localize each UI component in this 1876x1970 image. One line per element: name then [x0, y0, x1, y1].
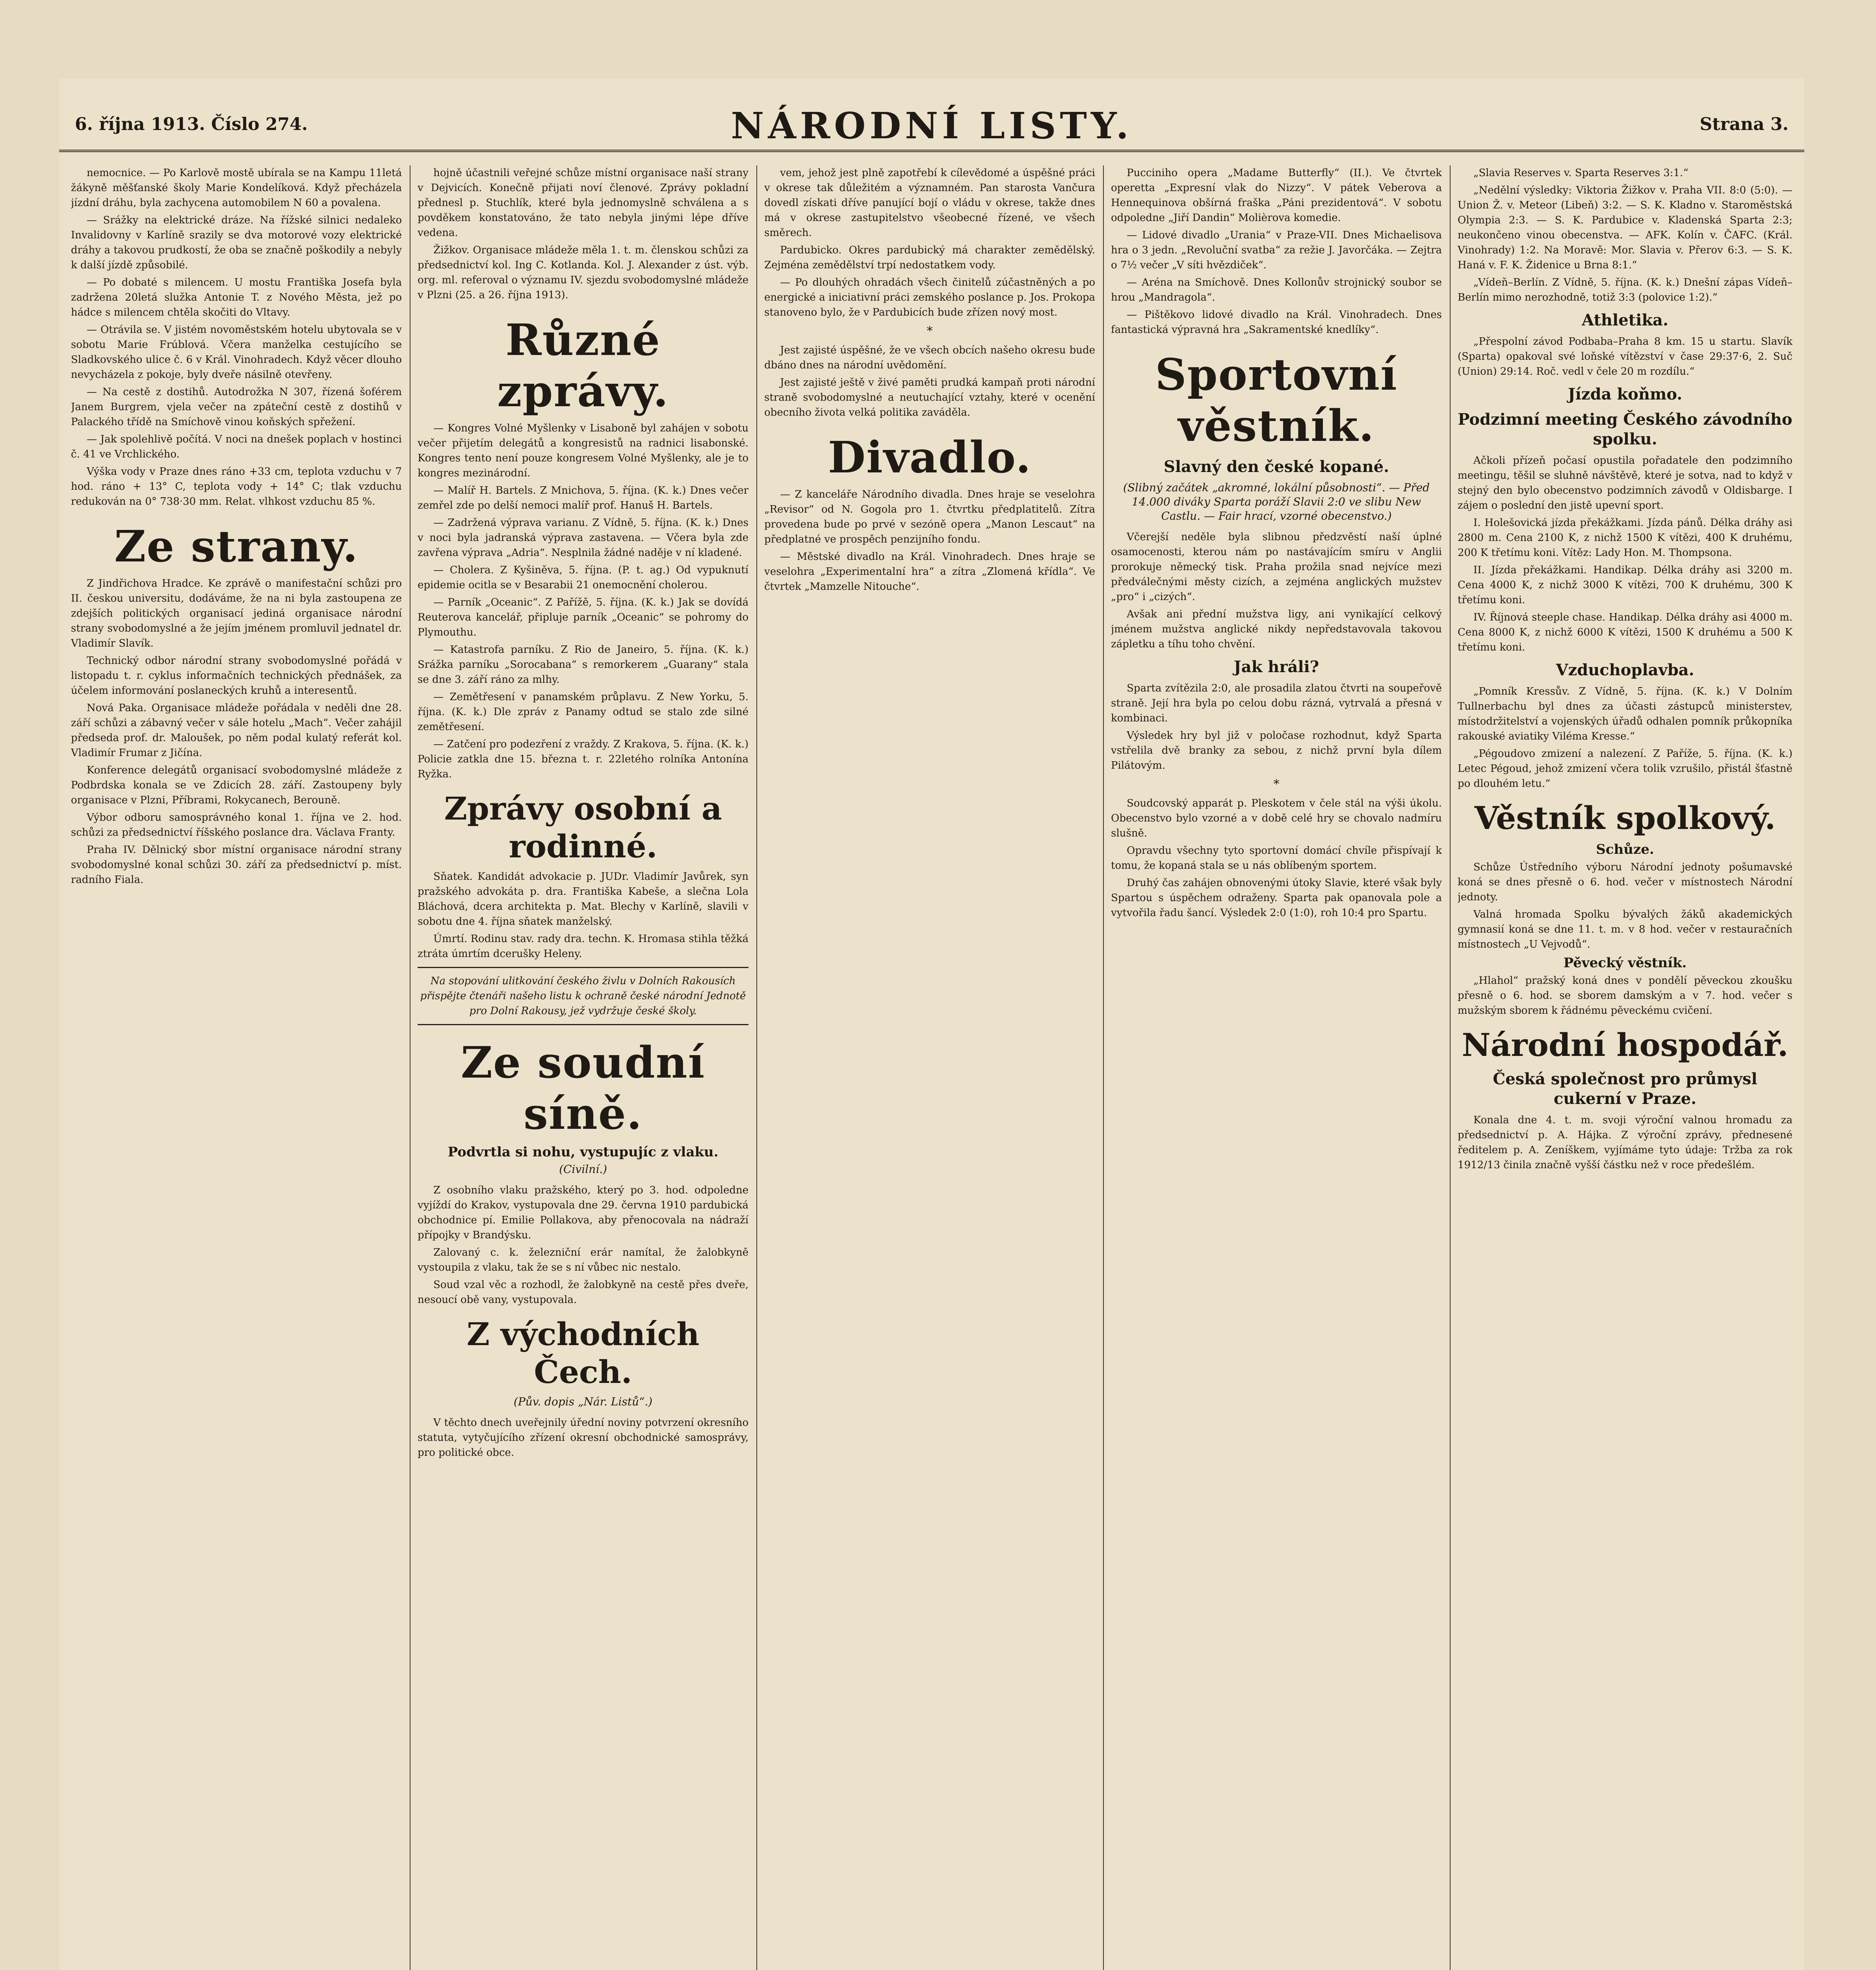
article-paragraph: — Zadržená výprava varianu. Z Vídně, 5. října. (K. k.) Dnes v noci byla jadranská výprava zastavena. — Včera byla zde zavřena výprava „Adria“. Nesplnila žádné naděje v ní kladené. — [418, 517, 749, 559]
divider — [418, 967, 749, 968]
article-title: Slavný den české kopané. — [1163, 457, 1389, 476]
section-heading: Věstník spolkový. — [1474, 799, 1776, 836]
article-paragraph: vem, jehož jest plně zapotřebí k cílevědomé a úspěšné práci v okrese tak důležitém a významném. Pan starosta Vančura dovedl získati dříve panující bojí o vládu v okrese, takže dnes má v okrese zastupitelstvo všeobecné řízené, ve všech směrech. — [764, 167, 1095, 239]
section-heading: Jízda koňmo. — [1568, 385, 1683, 403]
article-paragraph: — Na cestě z dostihů. Autodrožka N 307, řízená šoférem Janem Burgrem, vjela večer na zpáteční cestě z dostihů v Palackého třídě na Smíchově vinou koňských spřežení. — [71, 386, 402, 428]
column-divider — [756, 165, 757, 1970]
column-4 — [1111, 165, 1442, 1970]
article-paragraph: — Srážky na elektrické dráze. Na řížské silnici nedaleko Invalidovny v Karlíně srazily se dva motorové vozy elektrické dráhy a takovou prudkostí, že oba se značně poškodily a nebyly k další jízdě způsobilé. — [71, 214, 402, 271]
article-paragraph: V těchto dnech uveřejnily úřední noviny potvrzení okresního statuta, vytyčujícího zřízení okresní obchodnické samosprávy, pro politické obce. — [418, 1417, 749, 1459]
article-paragraph: — Pištěkovo lidové divadlo na Král. Vinohradech. Dnes fantastická výpravná hra „Sakramentské knedlíky“. — [1111, 309, 1442, 336]
article-paragraph: „Pomník Kressův. Z Vídně, 5. října. (K. k.) V Dolním Tullnerbachu byl dnes za účasti zástupců ministerstev, místodržitelství a vojenských úřadů odhalen pomník průkopníka rakouské aviatiky Viléma Kresse.“ — [1458, 686, 1792, 742]
section-heading: Zprávy osobní a rodinné. — [444, 790, 722, 865]
article-subtitle: (Slibný začátek „akromné, lokální působnosti“. — Před 14.000 diváky Sparta poráží Slavii 2:0 ve slibu New Castlu. — Fair hrací, vzorné obecenstvo.) — [1123, 481, 1430, 522]
article-subtitle: (Pův. dopis „Nár. Listů“.) — [513, 1395, 653, 1408]
page-number: Strana 3. — [1700, 114, 1789, 134]
article-paragraph: — Městské divadlo na Král. Vinohradech. Dnes hraje se veselohra „Experimentalní hra“ a zítra „Zlomená křídla“. Ve čtvrtek „Mamzelle Nitouche“. — [764, 551, 1095, 593]
article-paragraph: — Aréna na Smíchově. Dnes Kollonův strojnický soubor se hrou „Mandragola“. — [1111, 277, 1442, 303]
appeal-note: Na stopování ulitkování českého živlu v Dolních Rakousích přispějte čtenáři našeho listu k ochraně české národní Jednotě pro Dolní Rakousy, jež vydržuje české školy. — [420, 975, 746, 1017]
page-header — [59, 102, 1804, 152]
article-paragraph: — Kongres Volné Myšlenky v Lisaboně byl zahájen v sobotu večer přijetím delegátů a kongresistů na radnici lisabonské. Kongres tento není pouze kongresem Volné Myšlenky, ale je to kongres mezinárodní. — [418, 422, 749, 479]
article-paragraph: Pucciniho opera „Madame Butterfly“ (II.). Ve čtvrtek operetta „Expresní vlak do Nizzy“. V pátek Veberova a Hennequinova obšírná fraška „Páni prezidentová“. V sobotu odpoledne „Jiří Dandin“ Molièrova komedie. — [1111, 167, 1442, 224]
column-divider — [1450, 165, 1451, 1970]
issue-date: 6. října 1913. Číslo 274. — [75, 114, 308, 134]
section-heading: Ze soudní síně. — [461, 1037, 706, 1139]
article-paragraph: Včerejší neděle byla slibnou předzvěstí naší úplné osamocenosti, kterou nám po nastávajícím smíru v Anglii prorokuje německý tisk. Praha prožila snad nejvíce mezi předválečnými městy cizích, a zejména anglických mužstev „pro“ i „cizých“. — [1111, 531, 1442, 603]
article-paragraph: Jest zajisté úspěšné, že ve všech obcích našeho okresu bude dbáno dnes na národní uvědomění. — [764, 344, 1095, 371]
article-paragraph: — Jak spolehlivě počítá. V noci na dnešek poplach v hostinci č. 41 ve Vrchlického. — [71, 433, 402, 460]
article-title: Podvrtla si nohu, vystupujíc z vlaku. — [448, 1144, 719, 1160]
article-title: Jak hráli? — [1233, 658, 1319, 676]
separator-asterisk: * — [927, 324, 933, 338]
masthead-title: NÁRODNÍ LISTY. — [731, 104, 1133, 147]
article-paragraph: — Lidové divadlo „Urania“ v Praze-VII. Dnes Michaelisova hra o 3 jedn. „Revoluční svatba“ za režie J. Javorčáka. — Zejtra o 7½ večer „V síti hvězdiček“. — [1111, 229, 1442, 271]
section-heading: Různé zprávy. — [497, 314, 669, 416]
column-3 — [764, 165, 1095, 1970]
article-paragraph: — Zatčení pro podezření z vraždy. Z Krakova, 5. října. (K. k.) Policie zatkla dne 15. března t. r. 22letého rolníka Antonína Ryžka. — [418, 738, 749, 780]
article-paragraph: Opravdu všechny tyto sportovní domácí chvíle přispívají k tomu, že kopaná stala se u nás oblíbeným sportem. — [1111, 845, 1442, 872]
article-paragraph: — Zemětřesení v panamském průplavu. Z New Yorku, 5. října. (K. k.) Dle zpráv z Panamy odtud se stalo zde silné zemětřesení. — [418, 691, 749, 733]
article-paragraph: Avšak ani přední mužstva ligy, ani vynikající celkový jménem mužstva anglické nikdy nepředstavovala takovou zápletku a tíhu toho chvění. — [1111, 608, 1442, 650]
article-paragraph: „Přespolní závod Podbaba–Praha 8 km. 15 u startu. Slavík (Sparta) opakoval své loňské vítězství v čase 29:37·6, 2. Suč (Union) 29:14. Roč. vedl v čele 20 m rozdílu.“ — [1458, 336, 1792, 377]
article-paragraph: Výbor odboru samosprávného konal 1. října ve 2. hod. schůzi za předsednictví říšského poslance dra. Václava Franty. — [71, 812, 402, 838]
article-paragraph: Výsledek hry byl již v poločase rozhodnut, když Sparta vstřelila dvě branky za sebou, z nichž první byla dílem Pilátovým. — [1111, 730, 1442, 771]
article-paragraph: Praha IV. Dělnický sbor místní organisace národní strany svobodomyslné konal schůzi 30. září za předsednictví p. míst. radního Fiala. — [71, 844, 402, 886]
article-paragraph: Z Jindřichova Hradce. Ke zprávě o manifestační schůzi pro II. českou universitu, dodáváme, že na ni byla zastoupena ze zdejších politických organisací jediná organisace národní strany svobodomyslné a že jejím jménem promluvil jednatel dr. Vladimír Slavík. — [71, 578, 402, 649]
article-paragraph: Žižkov. Organisace mládeže měla 1. t. m. členskou schůzi za předsednictví kol. Ing C. Kotlanda. Kol. J. Alexander z úst. výb. org. ml. referoval o významu IV. sjezdu svobodomyslné mládeže v Plzni (25. a 26. října 1913). — [418, 244, 749, 301]
article-paragraph: — Katastrofa parníku. Z Rio de Janeiro, 5. října. (K. k.) Srážka parníku „Sorocabana“ s remorkerem „Guarany“ stala se dne 3. září ráno za mlhy. — [418, 644, 749, 686]
divider — [418, 1024, 749, 1025]
article-paragraph: Ačkoli přízeň počasí opustila pořadatele den podzimního meetingu, těšil se sluhně návštěvě, které je sotva, nad to když v stejný den bylo obecenstvo podzimních závodů v Oldisbarge. I zájem o poslední den jistě upevní sport. — [1458, 455, 1792, 511]
separator-asterisk: * — [1273, 777, 1280, 791]
section-heading: Divadlo. — [828, 432, 1032, 483]
article-paragraph: „Slavia Reserves v. Sparta Reserves 3:1.“ — [1473, 167, 1688, 179]
article-paragraph: — Parník „Oceanic“. Z Pařížě, 5. října. (K. k.) Jak se dovídá Reuterova kancelář, připluje parník „Oceanic“ se pohromy do Plymouthu. — [418, 597, 749, 638]
article-paragraph: Pardubicko. Okres pardubický má charakter zemědělský. Zejména zemědělství trpí nedostatkem vody. — [764, 244, 1095, 271]
column-1 — [71, 165, 402, 1970]
article-subtitle: (Civilní.) — [559, 1163, 607, 1176]
article-paragraph: Sparta zvítězila 2:0, ale prosadila zlatou čtvrti na soupeřově straně. Její hra byla po celou dobu rázná, vytrvalá a přesná v kombinaci. — [1111, 682, 1442, 724]
article-paragraph: Nová Paka. Organisace mládeže pořádala v neděli dne 28. září schůzi a zábavný večer v sále hotelu „Mach“. Večer zahájil předseda prof. dr. Maloušek, po něm podal kulatý referát kol. Vladimír Frumar z Jičína. — [71, 702, 402, 759]
article-paragraph: „Nedělní výsledky: Viktoria Žižkov v. Praha VII. 8:0 (5:0). — Union Ž. v. Meteor (Libeň) 3:2. — S. K. Kladno v. Staroměstská Olympia 2:3. — S. K. Pardubice v. Kladenská Sparta 2:3; neukončeno vinou obecenstva. — AFK. Kolín v. ČAFC. (Král. Vinohrady) 1:2. Na Moravě: Mor. Slavia v. Přerov 6:3. — S. K. Haná v. F. K. Židenice u Brna 8:1.“ — [1458, 184, 1792, 271]
section-heading: Athletika. — [1582, 311, 1668, 329]
article-paragraph: „Hlahol“ pražský koná dnes v pondělí pěveckou zkoušku přesně o 6. hod. se sborem damským a v 7. hod. večer s mužským sborem k řádnému pěveckému cvičení. — [1458, 975, 1792, 1017]
article-paragraph: IV. Říjnová steeple chase. Handikap. Délka dráhy asi 4000 m. Cena 8000 K, z nichž 6000 K vítězi, 1500 K druhému a 500 K třetímu koni. — [1458, 611, 1792, 653]
article-paragraph: Soudcovský apparát p. Pleskotem v čele stál na výši úkolu. Obecenstvo bylo vzorné a v době celé hry se chovalo nadmíru slušně. — [1111, 797, 1442, 839]
article-title: Česká společnost pro průmysl cukerní v Praze. — [1493, 1070, 1757, 1108]
article-paragraph: Jest zajisté ještě v živé paměti prudká kampaň proti národní straně svobodomyslné a neutuchající vztahy, které v ocenění obecního života velká politika zaváděla. — [764, 377, 1095, 418]
article-paragraph: I. Holešovická jízda překážkami. Jízda pánů. Délka dráhy asi 2800 m. Cena 2100 K, z nichž 1500 K vítězi, 400 K druhému, 200 K třetímu koni. Vítěz: Lady Hon. M. Thompsona. — [1458, 517, 1792, 559]
section-heading: Ze strany. — [114, 521, 359, 572]
article-paragraph: Z osobního vlaku pražského, který po 3. hod. odpoledne vyjíždí do Krakov, vystupovala dne 29. června 1910 pardubická obchodnice pí. Emilie Pollakova, aby přenocovala na nádraží přípojky v Brandýsku. — [418, 1184, 749, 1241]
section-heading: Národní hospodář. — [1462, 1026, 1789, 1063]
article-title: Schůze. — [1596, 842, 1654, 857]
article-paragraph: Valná hromada Spolku bývalých žáků akademických gymnasií koná se dne 11. t. m. v 8 hod. večer v restauračních místnostech „U Vejvodů“. — [1458, 909, 1792, 950]
article-paragraph: — Malíř H. Bartels. Z Mnichova, 5. října. (K. k.) Dnes večer zemřel zde po delší nemoci malíř prof. Hanuš H. Bartels. — [418, 485, 749, 511]
article-paragraph: Soud vzal věc a rozhodl, že žalobkyně na cestě přes dveře, nesoucí obě vany, vystupovala. — [418, 1279, 749, 1306]
article-paragraph: II. Jízda překážkami. Handikap. Délka dráhy asi 3200 m. Cena 4000 K, z nichž 3000 K vítězi, 700 K druhému, 300 K třetímu koni. — [1458, 564, 1792, 606]
article-paragraph: Schůze Ústředního výboru Národní jednoty pošumavské koná se dnes přesně o 6. hod. večer v místnostech Národní jednoty. — [1458, 861, 1792, 903]
article-paragraph: nemocnice. — Po Karlově mostě ubírala se na Kampu 11letá žákyně měšťanské školy Marie Kondelíková. Když přecházela jízdní dráhu, byla zachycena automobilem N 60 a povalena. — [71, 167, 402, 209]
article-paragraph: — Cholera. Z Kyšiněva, 5. října. (P. t. ag.) Od vypuknutí epidemie ocitla se v Besarabii 21 onemocnění cholerou. — [418, 564, 749, 591]
column-divider — [1103, 165, 1104, 1970]
article-paragraph: Sňatek. Kandidát advokacie p. JUDr. Vladimír Javůrek, syn pražského advokáta p. dra. Františka Kabeše, a slečna Lola Bláchová, dcera architekta p. Mat. Blechy v Karlíně, slavili v sobotu dne 4. října sňatek manželský. — [418, 871, 749, 927]
section-heading: Sportovní věstník. — [1155, 349, 1398, 451]
article-paragraph: — Otrávila se. V jistém novoměstském hotelu ubytovala se v sobotu Marie Frúblová. Včera manželka cestujícího se Sladkovského ulice č. 6 v Král. Vinohradech. Když věcer dlouho nevycházela z pokoje, byly dveře násilně otevřeny. — [71, 324, 402, 381]
column-2 — [418, 165, 749, 1970]
article-paragraph: — Po dlouhých ohradách všech činitelů zúčastněných a po energické a iniciativní práci zemského poslance p. Jos. Prokopa stanoveno bylo, že v Pardubicích bude zřízen nový most. — [764, 277, 1095, 318]
article-paragraph: — Z kanceláře Národního divadla. Dnes hraje se veselohra „Revisor“ od N. Gogola pro 1. čtvrtku předplatitelů. Zítra provedena bude po prvé v sezóně opera „Manon Lescaut“ na předplatné ve prospěch penzijního fondu. — [764, 489, 1095, 545]
article-title: Podzimní meeting Českého závodního spolku. — [1458, 410, 1792, 448]
article-paragraph: hojně účastnili veřejné schůze místní organisace naší strany v Dejvicích. Konečně přijati noví členové. Zprávy pokladní přednesl p. Stuchlík, které byla jednomyslně schválena a s povděkem konstatováno, že tato nebyla jinými lépe dříve vedena. — [418, 167, 749, 239]
article-paragraph: — Po dobaté s milencem. U mostu Františka Josefa byla zadržena 20letá služka Antonie T. z Nového Města, jež po hádce s milencem chtěla skočiti do Vltavy. — [71, 277, 402, 318]
article-title: Pěvecký věstník. — [1563, 955, 1687, 971]
article-paragraph: Konala dne 4. t. m. svoji výroční valnou hromadu za předsednictví p. A. Hájka. Z výroční zprávy, přednesené ředitelem p. A. Zeníškem, vyjímáme tyto údaje: Tržba za rok 1912/13 činila značně vyšší částku než v roce předešlém. — [1458, 1114, 1792, 1171]
section-heading: Z východních Čech. — [466, 1316, 700, 1390]
article-paragraph: Zalovaný c. k. železniční erár namítal, že žalobkyně vystoupila z vlaku, tak že se s ní vůbec nic nestalo. — [418, 1247, 749, 1273]
article-paragraph: „Pégoudovo zmizení a nalezení. Z Paříže, 5. října. (K. k.) Letec Pégoud, jehož zmizení včera tolik vzrušilo, přistál šťastně po dlouhém letu.“ — [1458, 748, 1792, 790]
article-paragraph: Technický odbor národní strany svobodomyslné pořádá v listopadu t. r. cyklus informačních technických přednášek, za účelem informování poslaneckých kruhů a interesentů. — [71, 655, 402, 697]
article-paragraph: „Vídeň–Berlín. Z Vídně, 5. října. (K. k.) Dnešní zápas Vídeň–Berlín mimo nerozhodně, totiž 3:3 (polovice 1:2).“ — [1458, 277, 1792, 303]
article-paragraph: Úmrtí. Rodinu stav. rady dra. techn. K. Hromasa stihla těžká ztráta úmrtím dcerušky Heleny. — [418, 933, 749, 960]
article-paragraph: Druhý čas zahájen obnovenými útoky Slavie, které však byly Spartou s úspěchem odraženy. Sparta pak opanovala pole a vytvořila řadu šancí. Výsledek 2:0 (1:0), roh 10:4 pro Spartu. — [1111, 877, 1442, 919]
newspaper-page — [59, 79, 1804, 1970]
section-heading: Vzduchoplavba. — [1556, 661, 1694, 679]
article-paragraph: Konference delegátů organisací svobodomyslné mládeže z Podbrdska konala se ve Zdicích 28. září. Zastoupeny byly organisace v Plzni, Příbrami, Rokycanech, Berouně. — [71, 764, 402, 806]
weather-report: Výška vody v Praze dnes ráno +33 cm, teplota vzduchu v 7 hod. ráno + 13° C, teplota vody + 14° C; tlak vzduchu redukován na 0° 738·30 mm. Relat. vlhkost vzduchu 85 %. — [71, 466, 402, 507]
column-5 — [1458, 165, 1792, 1970]
